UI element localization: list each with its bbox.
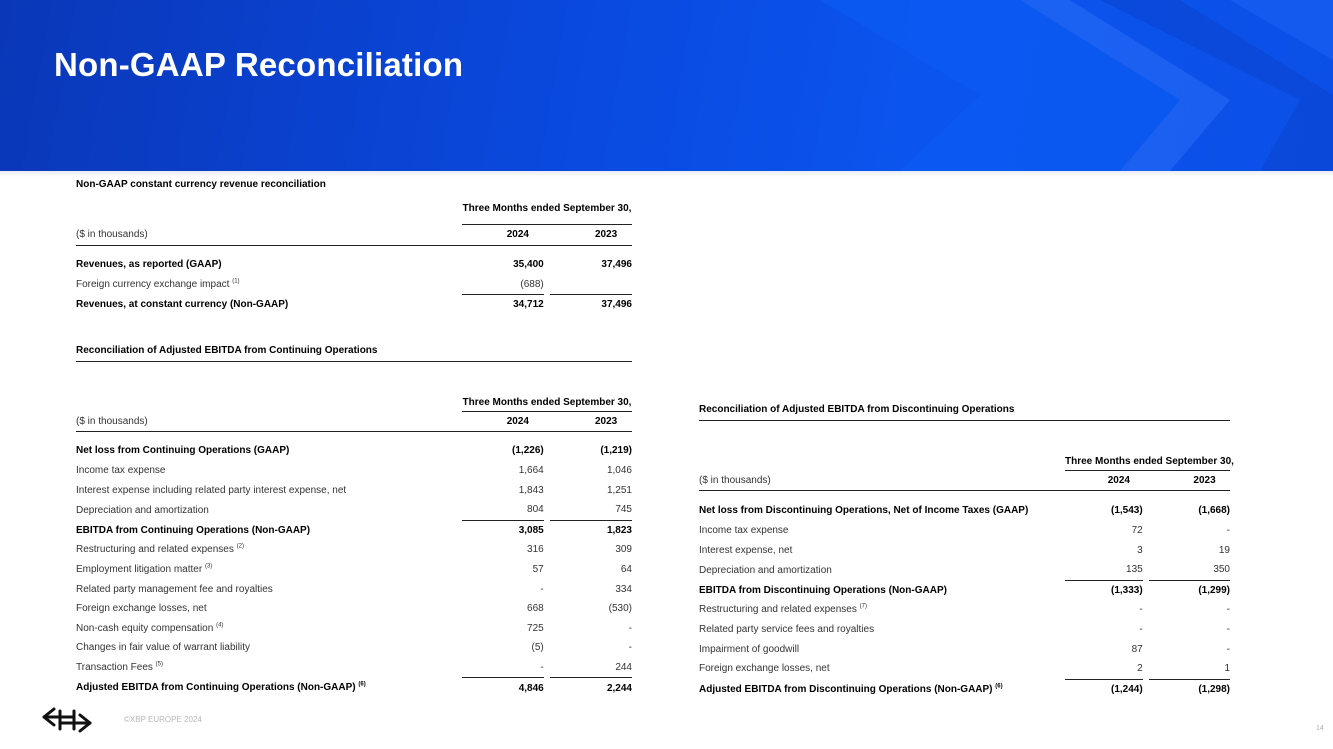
table-row [76,500,632,520]
period-header: Three Months ended September 30, [462,361,632,411]
value-2023: (1,668) [1198,505,1230,517]
value-2024: 2 [1137,663,1143,675]
footnote-marker: (6) [358,682,366,689]
table-row [699,659,1230,679]
table-row [76,619,632,639]
row-label: Revenues, at constant currency (Non-GAAP) [76,298,289,310]
value-2023: 1,823 [550,520,632,540]
value-2024: - [1139,604,1143,616]
row-label: Adjusted EBITDA from Discontinuing Operations (Non-GAAP) $^{(6)}$ [699,683,1003,695]
year-2023-header: 2023 [1149,470,1230,491]
value-2024: 316 [527,544,544,556]
table-row [76,658,632,678]
value-2023: 745 [615,504,632,516]
table-row [76,579,632,599]
value-2024: 3,085 [462,520,544,540]
value-2024: (688) [520,278,544,290]
footnote-marker: (1) [232,278,240,285]
year-2024-header: 2024 [462,411,544,432]
value-2023: - [1226,624,1230,636]
footnote-marker: (3) [204,563,213,570]
section-title: Non-GAAP constant currency revenue reconciliation [76,179,326,191]
row-label: Income tax expense [76,465,166,477]
table-row [699,521,1230,541]
value-2023: 37,496 [550,294,632,314]
period-header: Three Months ended September 30, [462,195,632,225]
table-row [76,480,632,500]
row-label: Employment litigation matter $^{(3)}$ [76,563,213,576]
xbp-logo-icon [40,703,94,742]
unit-label: ($ in thousands) [76,411,462,432]
year-2024-header: 2024 [462,225,544,246]
period-header: Three Months ended September 30, [1065,420,1230,470]
value-2024: 1,664 [518,465,544,477]
row-label: Foreign exchange losses, net [699,663,830,675]
value-2024: (1,244) [1065,679,1143,699]
row-label: Changes in fair value of warrant liability [76,642,250,654]
table-row [76,678,632,698]
footnote-marker: (7) [859,604,867,611]
value-2024: 34,712 [462,294,544,314]
year-2023-header: 2023 [550,225,632,246]
value-2024: 1,843 [518,484,544,496]
value-2023: (1,298) [1149,679,1230,699]
row-label: Impairment of goodwill [699,643,800,655]
value-2023: 1,251 [606,484,632,496]
page-number: 14 [1316,725,1324,732]
value-2023: - [1226,604,1230,616]
row-label: Adjusted EBITDA from Continuing Operations (Non-GAAP) $^{(6)}$ [76,682,366,694]
table-row [76,441,632,461]
row-label: Related party management fee and royalties [76,583,273,595]
currency-reconciliation-table [76,175,632,314]
table-row [699,600,1230,620]
table-row [699,580,1230,600]
value-2024: (1,543) [1111,505,1143,517]
row-label: EBITDA from Discontinuing Operations (Non-GAAP) [699,584,947,596]
unit-label: ($ in thousands) [699,470,1065,491]
header-banner [0,0,1333,171]
value-2023: 309 [615,544,632,556]
table-row [76,638,632,658]
year-2023-header: 2023 [550,411,632,432]
value-2024: 135 [1126,564,1143,576]
table-row [76,461,632,481]
table-row [76,599,632,619]
row-label: Transaction Fees $^{(5)}$ [76,661,164,674]
table-row [76,274,632,294]
value-2024: 72 [1131,525,1143,537]
footer-copyright: ©XBP EUROPE 2024 [124,715,202,724]
value-2024: (5) [531,642,544,654]
discontinuing-operations-table [699,400,1234,699]
value-2024: 668 [527,603,544,615]
value-2024: 4,846 [462,678,544,698]
table-row [699,540,1230,560]
table-row [699,560,1230,580]
value-2024: (1,333) [1065,580,1143,600]
section-title: Reconciliation of Adjusted EBITDA from Continuing Operations [76,341,632,361]
value-2024: 3 [1137,544,1143,556]
table-row [76,294,632,314]
footnote-marker: (5) [155,661,164,668]
table-row [699,639,1230,659]
row-label: Restructuring and related expenses $^{(2)}$ [76,544,244,556]
value-2023: 1 [1224,663,1230,675]
section-title: Reconciliation of Adjusted EBITDA from Discontinuing Operations [699,400,1230,420]
value-2023: 37,496 [601,258,632,270]
value-2023: - [628,622,632,634]
value-2024: - [1139,624,1143,636]
row-label: Non-cash equity compensation $^{(4)}$ [76,622,224,634]
value-2023: - [628,642,632,654]
row-label: Related party service fees and royalties [699,624,875,636]
row-label: Depreciation and amortization [699,564,832,576]
value-2023: 334 [615,583,632,595]
continuing-operations-table [76,341,632,698]
row-label: Depreciation and amortization [76,504,209,516]
footnote-marker: (2) [236,544,244,551]
row-label: Foreign currency exchange impact $^{(1)}$ [76,278,240,290]
value-2024: (1,226) [512,445,544,457]
row-label: EBITDA from Continuing Operations (Non-GAAP) [76,524,311,536]
table-row [76,255,632,275]
value-2023: 1,046 [606,465,632,477]
table-row [76,520,632,540]
row-label: Revenues, as reported (GAAP) [76,258,222,270]
table-row [699,501,1230,521]
value-2024: 725 [527,622,544,634]
row-label: Foreign exchange losses, net [76,603,207,615]
value-2024: - [540,662,544,674]
value-2024: 804 [527,504,544,516]
table-row [76,560,632,580]
value-2024: - [540,583,544,595]
value-2023: - [1226,525,1230,537]
row-label: Net loss from Discontinuing Operations, Net of Income Taxes (GAAP) [699,505,1029,517]
table-row [699,679,1230,699]
footnote-marker: (6) [995,683,1003,690]
footnote-marker: (4) [216,622,224,629]
value-2024: 35,400 [513,258,544,270]
value-2024: 57 [532,564,544,576]
table-row [76,540,632,560]
value-2023: (530) [608,603,632,615]
unit-label: ($ in thousands) [76,225,462,246]
row-label: Interest expense, net [699,544,793,556]
page-title: Non-GAAP Reconciliation [54,46,464,83]
value-2023: 244 [615,662,632,674]
value-2024: 87 [1131,643,1143,655]
row-label: Interest expense including related party interest expense, net [76,484,347,496]
value-2023: (1,299) [1149,580,1230,600]
value-2023: (1,219) [600,445,632,457]
value-2023: 19 [1218,544,1230,556]
value-2023: 2,244 [550,678,632,698]
table-row [699,620,1230,640]
row-label: Restructuring and related expenses $^{(7)}$ [699,604,867,616]
value-2023: - [1226,643,1230,655]
year-2024-header: 2024 [1065,470,1143,491]
row-label: Net loss from Continuing Operations (GAAP) [76,445,290,457]
row-label: Income tax expense [699,525,789,537]
value-2023 [550,274,632,294]
banner-chevron-decoration [0,0,1333,171]
value-2023: 64 [620,564,632,576]
value-2023: 350 [1213,564,1230,576]
